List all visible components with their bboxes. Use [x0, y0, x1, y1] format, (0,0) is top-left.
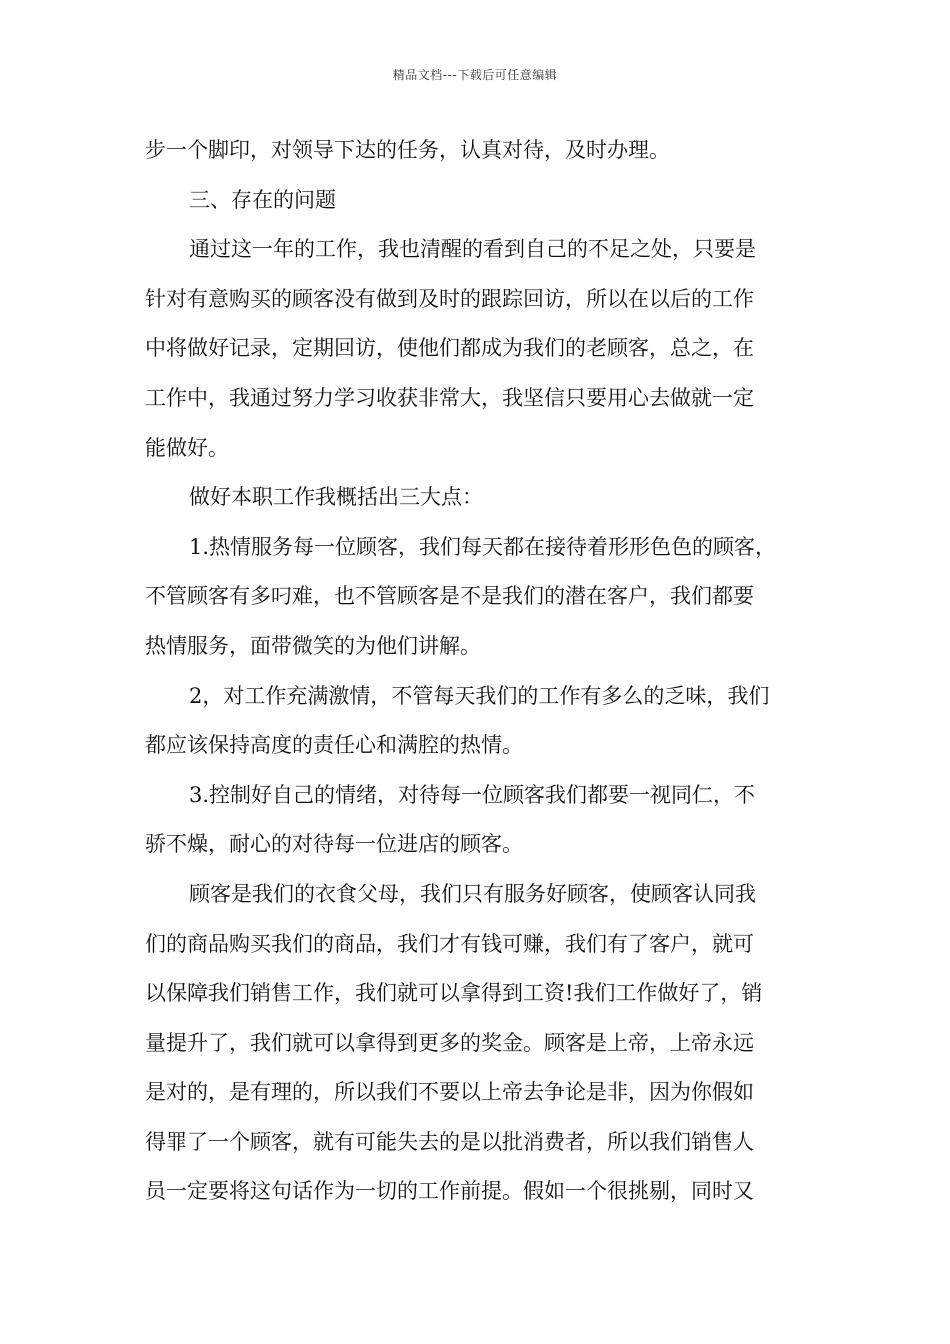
- text-line: 做好本职工作我概括出三大点：: [189, 485, 483, 510]
- document-body: [145, 126, 810, 1217]
- text-line: 不管顾客有多叼难，也不管顾客是不是我们的潜在客户，我们都要: [145, 584, 754, 609]
- text-line: 能做好。: [145, 435, 229, 460]
- text-line: 三、存在的问题: [189, 187, 336, 212]
- text-line: 1.热情服务每一位顾客，我们每天都在接待着形形色色的顾客，: [189, 534, 777, 559]
- text-line: 3.控制好自己的情绪，对待每一位顾客我们都要一视同仁，不: [189, 782, 756, 807]
- text-line: 工作中，我通过努力学习收获非常大，我坚信只要用心去做就一定: [145, 385, 754, 410]
- text-line: 以保障我们销售工作，我们就可以拿得到工资!我们工作做好了，销: [145, 981, 763, 1006]
- text-line: 2，对工作充满激情，不管每天我们的工作有多么的乏味，我们: [189, 683, 770, 708]
- text-line: 都应该保持高度的责任心和满腔的热情。: [145, 733, 523, 758]
- text-line: 是对的，是有理的，所以我们不要以上帝去争论是非，因为你假如: [145, 1080, 754, 1105]
- text-line: 量提升了，我们就可以拿得到更多的奖金。顾客是上帝，上帝永远: [145, 1030, 754, 1055]
- text-line: 通过这一年的工作，我也清醒的看到自己的不足之处，只要是: [189, 237, 756, 262]
- text-line: 骄不燥，耐心的对待每一位进店的顾客。: [145, 832, 523, 857]
- text-line: 热情服务，面带微笑的为他们讲解。: [145, 633, 481, 658]
- text-line: 中将做好记录，定期回访，使他们都成为我们的老顾客，总之，在: [145, 336, 754, 361]
- text-line: 步一个脚印，对领导下达的任务，认真对待，及时办理。: [145, 138, 670, 162]
- text-line: 得罪了一个顾客，就有可能失去的是以批消费者，所以我们销售人: [145, 1129, 754, 1154]
- text-line: 顾客是我们的衣食父母，我们只有服务好顾客，使顾客认同我: [189, 881, 756, 906]
- page-header: 精品文档---下载后可任意编辑: [392, 68, 558, 82]
- text-line: 员一定要将这句话作为一切的工作前提。假如一个很挑剔，同时又: [145, 1179, 754, 1204]
- text-line: 们的商品购买我们的商品，我们才有钱可赚，我们有了客户，就可: [145, 931, 754, 956]
- text-line: 针对有意购买的顾客没有做到及时的跟踪回访，所以在以后的工作: [145, 286, 754, 311]
